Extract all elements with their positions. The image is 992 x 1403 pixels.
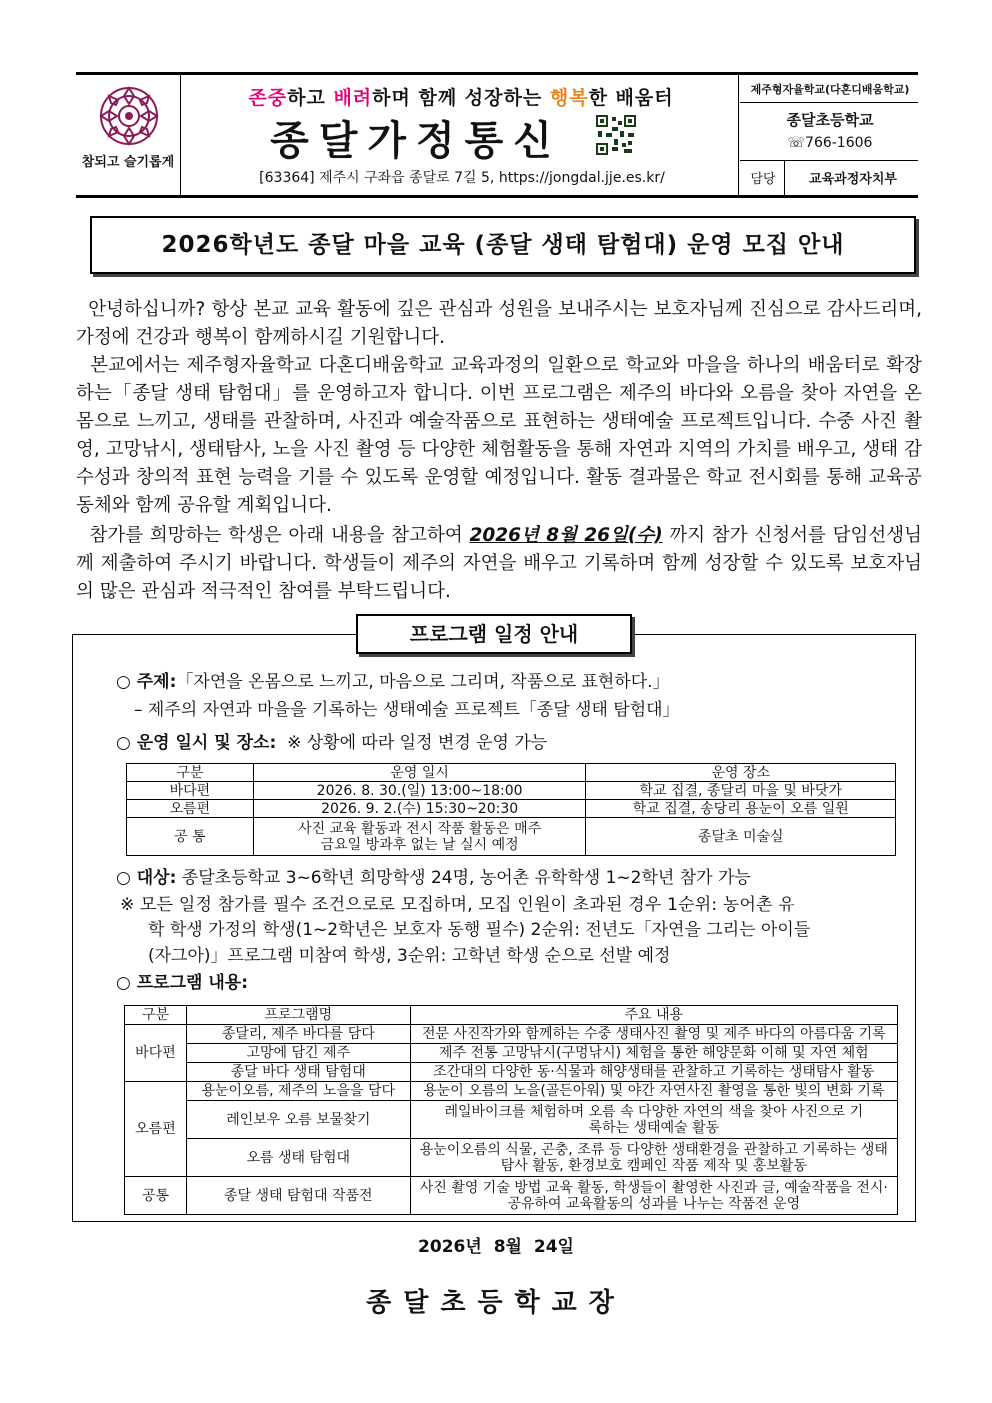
table-row bbox=[125, 1177, 898, 1215]
topic-line bbox=[116, 670, 670, 694]
notice-title-box bbox=[90, 216, 916, 274]
category-cell: 바다편 bbox=[125, 1025, 187, 1082]
issue-date: 2026년 8월 24일 bbox=[418, 1237, 574, 1257]
program-detail-cell: 조간대의 다양한 동·식물과 해양생태를 관찰하고 기록하는 생태탐사 활동 bbox=[410, 1063, 897, 1082]
school-address: [63364] 제주시 구좌읍 종달로 7길 5, https://jongdal.jje.es.kr/ bbox=[259, 170, 665, 186]
table-cell: 2026. 9. 2.(수) 15:30~20:30 bbox=[253, 800, 586, 818]
category-cell: 오름편 bbox=[125, 1082, 187, 1177]
schedule-note: ※ 상황에 따라 일정 변경 운영 가능 bbox=[287, 733, 548, 753]
table-cell: 사진 교육 활동과 전시 작품 활동은 매주 금요일 방과후 없는 날 실시 예정 bbox=[253, 818, 586, 856]
table-header: 주요 내용 bbox=[410, 1006, 897, 1025]
topic-text: 「자연을 온몸으로 느끼고, 마음으로 그리며, 작품으로 표현하다.」 bbox=[176, 672, 670, 692]
selection-note: ※ 모든 일정 참가를 필수 조건으로로 모집하며, 모집 인원이 초과된 경우 1순위: 농어촌 유 bbox=[120, 895, 795, 915]
program-detail-cell: 사진 촬영 기술 방법 교육 활동, 학생들이 촬영한 사진과 글, 예술작품을 전시·공유하여 교육활동의 성과를 나누는 작품전 운영 bbox=[410, 1177, 897, 1215]
divider bbox=[180, 75, 181, 195]
program-detail-cell: 용눈이오름의 식물, 곤충, 조류 등 다양한 생태환경을 관찰하고 기록하는 생태탐사 활동, 환경보호 캠페인 작품 제작 및 홍보활동 bbox=[410, 1139, 897, 1177]
program-name-cell: 용눈이오름, 제주의 노을을 담다 bbox=[186, 1082, 410, 1101]
slogan-part: 존중 bbox=[248, 87, 288, 109]
table-cell: 학교 집결, 송당리 용눈이 오름 일원 bbox=[586, 800, 896, 818]
content-label bbox=[116, 971, 248, 995]
slogan-part: 하며 함께 성장하는 bbox=[372, 87, 550, 109]
table-cell: 종달초 미술실 bbox=[586, 818, 896, 856]
manager-label: 담당 bbox=[750, 172, 776, 187]
table-header: 운영 일시 bbox=[253, 764, 586, 782]
program-content-table bbox=[124, 1005, 898, 1215]
schedule-line bbox=[116, 731, 547, 755]
table-row bbox=[125, 1082, 898, 1101]
table-row bbox=[127, 818, 896, 856]
table-row bbox=[127, 800, 896, 818]
selection-note: (자그아)」프로그램 미참여 학생, 3순위: 고학년 학생 순으로 선발 예정 bbox=[148, 946, 671, 966]
schedule-label: ○ 운영 일시 및 장소: bbox=[116, 733, 277, 753]
program-name-cell: 오름 생태 탐험대 bbox=[186, 1139, 410, 1177]
table-row bbox=[125, 1044, 898, 1063]
topic-subtitle: – 제주의 자연과 마을을 기록하는 생태예술 프로젝트「종달 생태 탐험대」 bbox=[134, 700, 680, 720]
header bbox=[76, 72, 918, 198]
school-motto: 참되고 슬기롭게 bbox=[81, 155, 175, 170]
selection-note: 학 학생 가정의 학생(1~2학년은 보호자 동행 필수) 2순위: 전년도「자연을 그리는 아이들 bbox=[148, 920, 811, 940]
principal-signature: 종달초등학교장 bbox=[366, 1288, 626, 1318]
table-cell: 학교 집결, 종달리 마을 및 바닷가 bbox=[586, 782, 896, 800]
category-cell: 공통 bbox=[125, 1177, 187, 1215]
table-row bbox=[127, 782, 896, 800]
slogan bbox=[186, 83, 736, 110]
school-type: 제주형자율학교(다혼디배움학교) bbox=[750, 83, 910, 96]
table-row bbox=[125, 1063, 898, 1082]
table-header: 프로그램명 bbox=[186, 1006, 410, 1025]
content-label-text: ○ 프로그램 내용: bbox=[116, 973, 249, 993]
greeting-paragraph: 안녕하십니까? 항상 본교 교육 활동에 깊은 관심과 성원을 보내주시는 보호자님께 진심으로 감사드리며, 가정에 건강과 행복이 함께하시길 기원합니다. bbox=[76, 299, 922, 348]
divider bbox=[740, 160, 918, 161]
application-text: 참가를 희망하는 학생은 아래 내용을 참고하여 bbox=[76, 525, 470, 546]
table-cell: 바다편 bbox=[127, 782, 254, 800]
manager-department: 교육과정자치부 bbox=[809, 172, 897, 187]
table-cell: 공 통 bbox=[127, 818, 254, 856]
program-name-cell: 종달리, 제주 바다를 담다 bbox=[186, 1025, 410, 1044]
slogan-part: 한 배움터 bbox=[588, 87, 674, 109]
school-emblem-icon bbox=[96, 83, 162, 149]
program-box-title: 프로그램 일정 안내 bbox=[356, 614, 632, 654]
divider bbox=[740, 102, 918, 103]
table-cell: 오름편 bbox=[127, 800, 254, 818]
divider bbox=[738, 75, 739, 195]
table-row bbox=[125, 1025, 898, 1044]
slogan-part: 하고 bbox=[287, 87, 334, 109]
program-name-cell: 종달 바다 생태 탐험대 bbox=[186, 1063, 410, 1082]
table-header: 운영 장소 bbox=[586, 764, 896, 782]
target-label: ○ 대상: bbox=[116, 868, 177, 888]
target-text: 종달초등학교 3~6학년 희망학생 24명, 농어촌 유학학생 1~2학년 참가 가능 bbox=[181, 868, 751, 888]
slogan-part: 행복 bbox=[549, 87, 589, 109]
divider bbox=[784, 161, 785, 195]
table-header: 구분 bbox=[127, 764, 254, 782]
program-detail-cell: 레일바이크를 체험하며 오름 속 다양한 자연의 색을 찾아 사진으로 기록하는 생태예술 활동 bbox=[410, 1101, 897, 1139]
application-paragraph bbox=[76, 522, 922, 606]
program-detail-cell: 용눈이 오름의 노을(골든아워) 및 야간 자연사진 촬영을 통한 빛의 변화 기록 bbox=[410, 1082, 897, 1101]
phone-number: ☏766-1606 bbox=[787, 135, 873, 151]
slogan-part: 배려 bbox=[333, 87, 373, 109]
notice-title: 2026학년도 종달 마을 교육 (종달 생태 탐험대) 운영 모집 안내 bbox=[161, 232, 845, 258]
program-detail-cell: 제주 전통 고망낚시(구멍낚시) 체험을 통한 해양문화 이해 및 자연 체험 bbox=[410, 1044, 897, 1063]
school-name: 종달초등학교 bbox=[786, 111, 874, 129]
schedule-table bbox=[126, 763, 896, 856]
qr-code-icon[interactable] bbox=[596, 115, 636, 155]
table-row bbox=[125, 1139, 898, 1177]
table-row bbox=[125, 1101, 898, 1139]
program-name-cell: 종달 생태 탐험대 작품전 bbox=[186, 1177, 410, 1215]
target-line bbox=[116, 866, 751, 890]
program-name-cell: 레인보우 오름 보물찾기 bbox=[186, 1101, 410, 1139]
newsletter-title: 종달가정통신 bbox=[270, 117, 562, 164]
program-name-cell: 고망에 담긴 제주 bbox=[186, 1044, 410, 1063]
program-detail-cell: 전문 사진작가와 함께하는 수중 생태사진 촬영 및 제주 바다의 아름다움 기록 bbox=[410, 1025, 897, 1044]
table-cell: 2026. 8. 30.(일) 13:00~18:00 bbox=[253, 782, 586, 800]
topic-label: ○ 주제: bbox=[116, 672, 177, 692]
table-header: 구분 bbox=[125, 1006, 187, 1025]
application-text: 까지 참가 신청서를 담임선생님께 제출하여 주시기 바랍니다. 학생들이 제주의 자연을 배우고 기록하며 함께 성장할 수 있도록 보호자님의 많은 관심과 적극적인 참여를 부탁드립니다. bbox=[76, 525, 922, 602]
deadline-date: 2026년 8월 26일(수) bbox=[469, 525, 663, 546]
program-intro-paragraph: 본교에서는 제주형자율학교 다혼디배움학교 교육과정의 일환으로 학교와 마을을 하나의 배움터로 확장하는「종달 생태 탐험대」를 운영하고자 합니다. 이번 프로그램은 제주의 바다와 오름을 찾아 자연을 온몸으로 느끼고, 생태를 관찰하며, 사진과 예술작품으로 표현하는 생태예술 프로젝트입니다. 수중 사진 촬영, 고망낚시, 생태탐사, 노을 사진 촬영 등 다양한 체험활동을 통해 자연과 지역의 가치를 배우고, 생태 감수성과 창의적 표현 능력을 기를 수 있도록 운영할 예정입니다. 활동 결과물은 학교 전시회를 통해 교육공동체와 함께 공유할 계획입니다. bbox=[76, 355, 922, 516]
